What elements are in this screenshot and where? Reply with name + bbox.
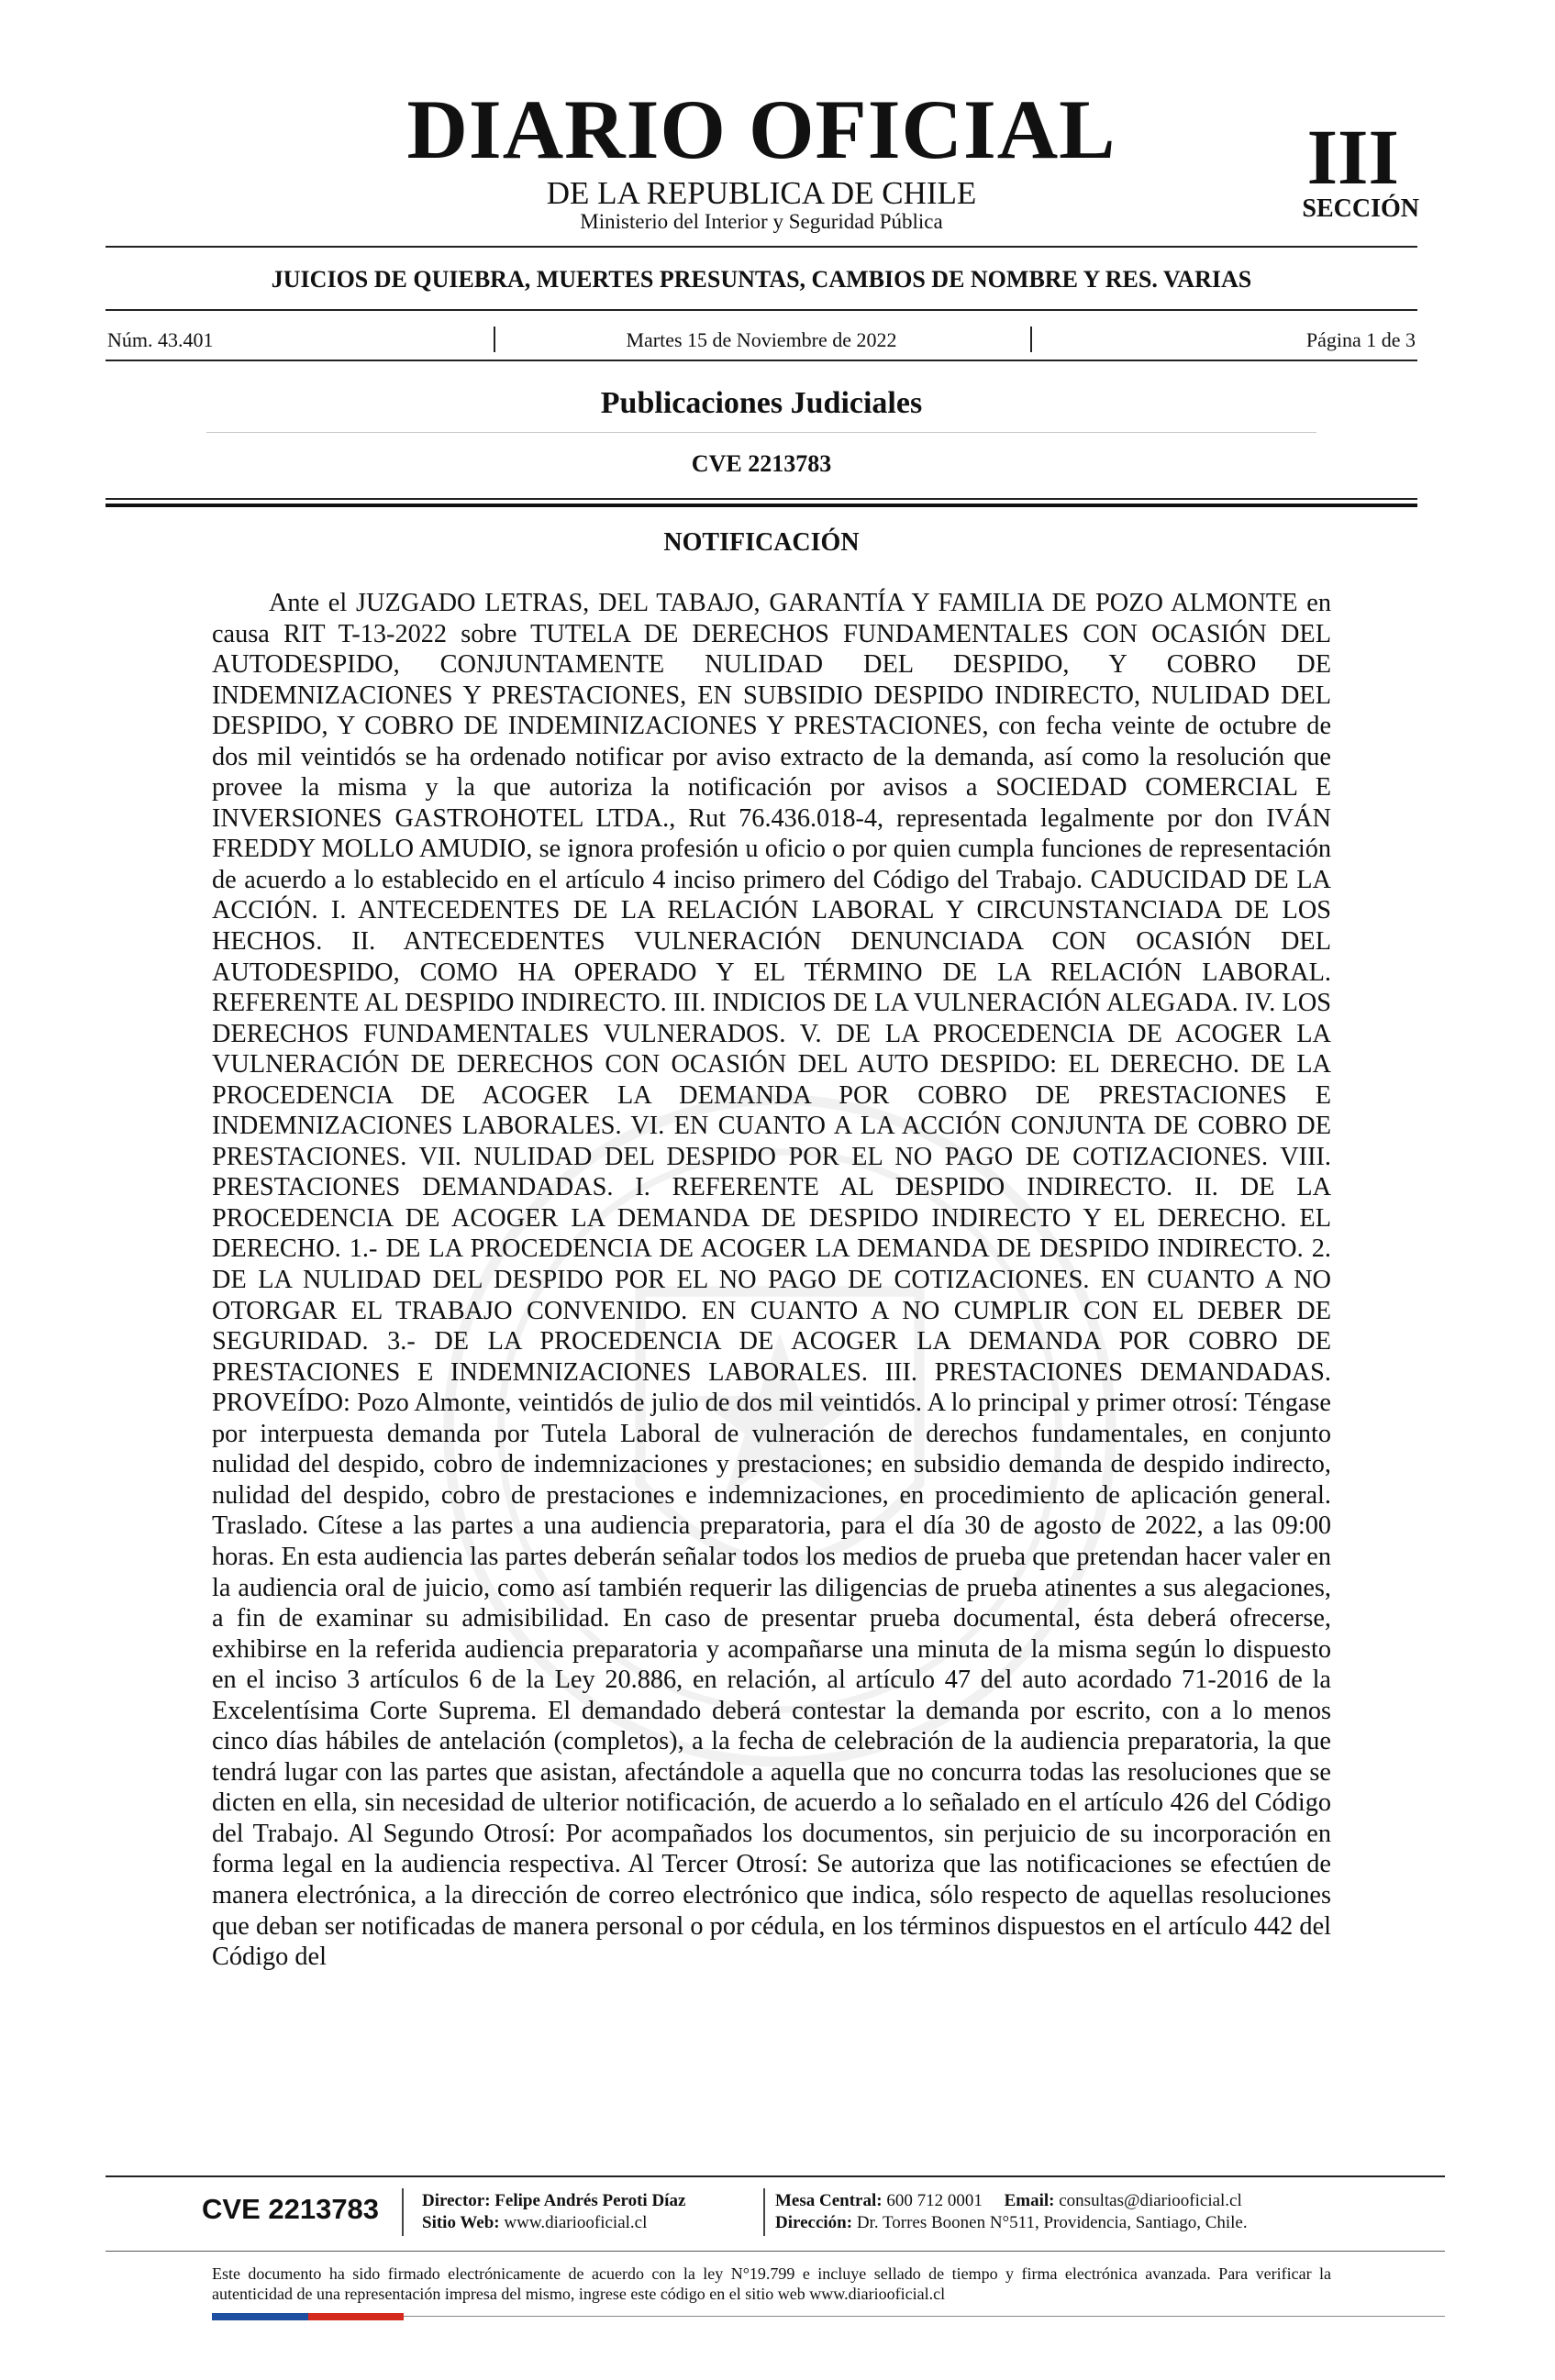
chile-flag-stripe bbox=[212, 2313, 404, 2320]
footer bbox=[106, 2183, 1445, 2247]
signature-note: Este documento ha sido firmado electrónicamente de acuerdo con la ley N°19.799 e incluye sellado de tiempo y firma electrónica avanzada. Para verificar la autenticidad de una representación impresa del mismo, ingrese este código en el sitio web www.diariooficial.cl bbox=[212, 2264, 1331, 2303]
footer-rule-lower bbox=[106, 2251, 1445, 2252]
notice-body: Ante el JUZGADO LETRAS, DEL TABAJO, GARANTÍA Y FAMILIA DE POZO ALMONTE en causa RIT T-13-2022 sobre TUTELA DE DERECHOS FUNDAMENTALES CON OCASIÓN DEL AUTODESPIDO, CONJUNTAMENTE NULIDAD DEL DESPIDO, Y COBRO DE INDEMNIZACIONES Y PRESTACIONES, EN SUBSIDIO DESPIDO INDIRECTO, NULIDAD DEL DESPIDO, Y COBRO DE INDEMINIZACIONES Y PRESTACIONES, con fecha veinte de octubre de dos mil veintidós se ha ordenado notificar por aviso extracto de la demanda, así como la resolución que provee la misma y la que autoriza la notificación por avisos a SOCIEDAD COMERCIAL E INVERSIONES GASTROHOTEL LTDA., Rut 76.436.018-4, representada legalmente por don IVÁN FREDDY MOLLO AMUDIO, se ignora profesión u oficio o por quien cumpla funciones de representación de acuerdo a lo establecido en el artículo 4 inciso primero del Código del Trabajo. CADUCIDAD DE LA ACCIÓN. I. ANTECEDENTES DE LA RELACIÓN LABORAL Y CIRCUNSTANCIADA DE LOS HECHOS. II. ANTECEDENTES VULNERACIÓN DENUNCIADA CON OCASIÓN DEL AUTODESPIDO, COMO HA OPERADO Y EL TÉRMINO DE LA RELACIÓN LABORAL. REFERENTE AL DESPIDO INDIRECTO. III. INDICIOS DE LA VULNERACIÓN ALEGADA. IV. LOS DERECHOS FUNDAMENTALES VULNERADOS. V. DE LA PROCEDENCIA DE ACOGER LA VULNERACIÓN DE DERECHOS CON OCASIÓN DEL AUTO DESPIDO: EL DERECHO. DE LA PROCEDENCIA DE ACOGER LA DEMANDA POR COBRO DE PRESTACIONES E INDEMNIZACIONES LABORALES. VI. EN CUANTO A LA ACCIÓN CONJUNTA DE COBRO DE PRESTACIONES. VII. NULIDAD DEL DESPIDO POR EL NO PAGO DE COTIZACIONES. VIII. PRESTACIONES DEMANDADAS. I. REFERENTE AL DESPIDO INDIRECTO. II. DE LA PROCEDENCIA DE ACOGER LA DEMANDA DE DESPIDO INDIRECTO Y EL DERECHO. EL DERECHO. 1.- DE LA PROCEDENCIA DE ACOGER LA DEMANDA DE DESPIDO INDIRECTO. 2. DE LA NULIDAD DEL DESPIDO POR EL NO PAGO DE COTIZACIONES. EN CUANTO A NO OTORGAR EL TRABAJO CONVENIDO. EN CUANTO A NO CUMPLIR CON EL DEBER DE SEGURIDAD. 3.- DE LA PROCEDENCIA DE ACOGER LA DEMANDA POR COBRO DE PRESTACIONES E INDEMNIZACIONES LABORALES. III. PRESTACIONES DEMANDADAS. PROVEÍDO: Pozo Almonte, veintidós de julio de dos mil veintidós. A lo principal y primer otrosí: Téngase por interpuesta demanda por Tutela Laboral de vulneración de derechos fundamentales, en conjunto nulidad del despido, cobro de indemnizaciones y prestaciones; en subsidio demanda de despido indirecto, nulidad del despido, cobro de prestaciones e indemnizaciones, en procedimiento de aplicación general. Traslado. Cítese a las partes a una audiencia preparatoria, para el día 30 de agosto de 2022, a las 09:00 horas. En esta audiencia las partes deberán señalar todos los medios de prueba que pretendan hacer valer en la audiencia oral de juicio, como así también requerir las diligencias de prueba atinentes a sus alegaciones, a fin de examinar su admisibilidad. En caso de presentar prueba documental, ésta deberá ofrecerse, exhibirse en la referida audiencia preparatoria y acompañarse una minuta de la misma según lo dispuesto en el inciso 3 artículos 6 de la Ley 20.886, en relación, al artículo 47 del auto acordado 71-2016 de la Excelentísima Corte Suprema. El demandado deberá contestar la demanda por escrito, con a lo menos cinco días hábiles de antelación (completos), a la fecha de celebración de la audiencia preparatoria, la que tendrá lugar con las partes que asistan, afectándole a aquella que no concurra todas las resoluciones que se dicten en ella, sin necesidad de ulterior notificación, de acuerdo a lo señalado en el artículo 426 del Código del Trabajo. Al Segundo Otrosí: Por acompañados los documentos, sin perjuicio de su incorporación en forma legal en la audiencia respectiva. Al Tercer Otrosí: Se autoriza que las notificaciones se efectúen de manera electrónica, a la dirección de correo electrónico que indica, sólo respecto de aquellas resoluciones que deban ser notificadas de manera personal o por cédula, en los términos dispuestos en el artículo 442 del Código del bbox=[212, 589, 1331, 1972]
masthead-rule bbox=[106, 246, 1417, 248]
meta-separator bbox=[1030, 327, 1032, 352]
section-number: III bbox=[1306, 113, 1399, 201]
publication-title: Publicaciones Judiciales bbox=[600, 386, 923, 420]
director-name: Felipe Andrés Peroti Díaz bbox=[494, 2191, 686, 2210]
site-label: Sitio Web: bbox=[422, 2213, 500, 2232]
phone-number: 600 712 0001 bbox=[886, 2191, 983, 2210]
flag-blue-segment bbox=[212, 2313, 308, 2320]
address-label: Dirección: bbox=[775, 2213, 853, 2232]
cve-rule-bottom bbox=[106, 504, 1417, 507]
page-indicator: Página 1 de 3 bbox=[1305, 328, 1416, 351]
director-label: Director: bbox=[422, 2191, 491, 2210]
notice-title: NOTIFICACIÓN bbox=[663, 528, 860, 557]
newspaper-title: DIARIO OFICIAL bbox=[406, 83, 1116, 176]
email-link[interactable]: consultas@diariooficial.cl bbox=[1059, 2191, 1242, 2210]
address-value: Dr. Torres Boonen N°511, Providencia, Santiago, Chile. bbox=[856, 2213, 1248, 2232]
title-divider bbox=[206, 432, 1316, 433]
phone-label: Mesa Central: bbox=[775, 2191, 883, 2210]
ministry-line: Ministerio del Interior y Seguridad Pública bbox=[580, 210, 943, 233]
masthead bbox=[106, 83, 1417, 243]
footer-separator bbox=[763, 2188, 765, 2236]
issue-date: Martes 15 de Noviembre de 2022 bbox=[626, 328, 897, 351]
section-label: SECCIÓN bbox=[1302, 194, 1419, 223]
issue-number: Núm. 43.401 bbox=[107, 328, 214, 351]
category-rule bbox=[106, 309, 1417, 311]
meta-rule bbox=[106, 360, 1417, 361]
footer-separator bbox=[402, 2188, 404, 2236]
section-category: JUICIOS DE QUIEBRA, MUERTES PRESUNTAS, CAMBIOS DE NOMBRE Y RES. VARIAS bbox=[271, 266, 1252, 293]
footer-contact-block bbox=[775, 2190, 1248, 2234]
footer-cve-code: CVE 2213783 bbox=[202, 2193, 380, 2225]
email-label: Email: bbox=[1004, 2191, 1055, 2210]
cve-rule-top bbox=[106, 498, 1417, 500]
footer-director-block bbox=[422, 2190, 685, 2234]
flag-red-segment bbox=[308, 2313, 404, 2320]
newspaper-subtitle: DE LA REPUBLICA DE CHILE bbox=[546, 175, 977, 211]
footer-rule bbox=[106, 2175, 1445, 2177]
footer-bottom-rule bbox=[404, 2316, 1445, 2317]
cve-heading: CVE 2213783 bbox=[691, 450, 832, 477]
site-link[interactable]: www.diariooficial.cl bbox=[504, 2213, 648, 2232]
